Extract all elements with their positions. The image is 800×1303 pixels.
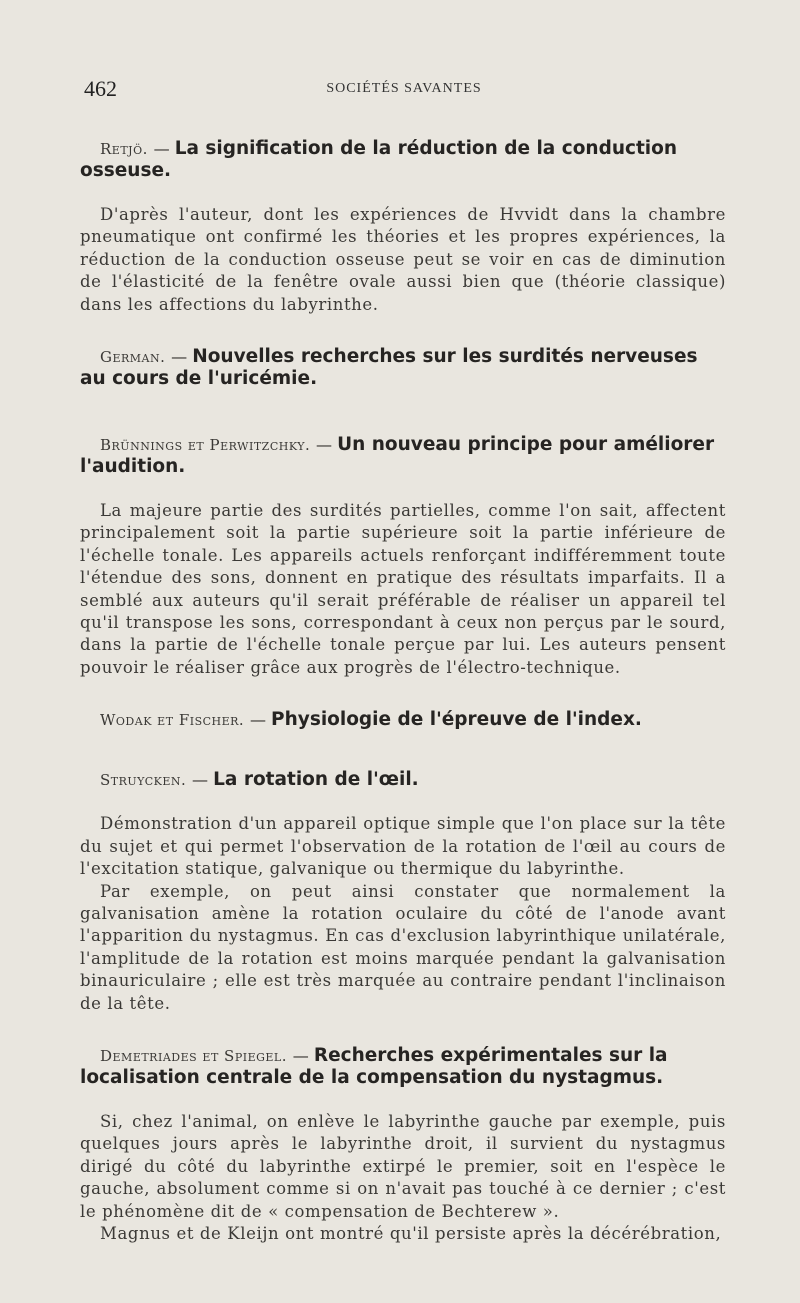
running-title: SOCIÉTÉS SAVANTES: [326, 81, 482, 96]
abstract-entry: [80, 138, 726, 316]
abstract-entry: [80, 709, 726, 731]
entry-authors: Retjö.: [100, 140, 148, 158]
abstract-entry: [80, 434, 726, 679]
entry-heading: German. — Nouvelles recherches sur les surdités nerveuses au cours de l'uricémie.: [80, 346, 698, 390]
entry-title: Recherches expérimentales sur la localisation centrale de la compensation du nystagmus.: [80, 1044, 668, 1088]
entry-title: Un nouveau principe pour améliorer l'audition.: [80, 434, 715, 478]
entry-paragraph: D'après l'auteur, dont les expériences de Hvvidt dans la chambre pneumatique ont confirmé les théories et les propres expériences, la réduction de la conduction osseuse peut se voir en cas de diminution de l'élasticité de la fenêtre ovale aussi bien que (théorie classique) dans les affections du labyrinthe.: [80, 205, 726, 314]
entry-heading: Wodak et Fischer. — Physiologie de l'épreuve de l'index.: [100, 709, 642, 731]
entry-authors: German.: [100, 348, 166, 367]
entry-paragraph: Démonstration d'un appareil optique simple que l'on place sur la tête du sujet et qui permet l'observation de la rotation de l'œil au cours de l'excitation statique, galvanique ou thermique du labyrinthe.: [80, 814, 726, 879]
entry-authors: Brünnings et Perwitzchky.: [100, 436, 311, 455]
entry-authors: Struycken.: [100, 771, 187, 790]
entry-title: La rotation de l'œil.: [213, 769, 419, 791]
entry-paragraph: Magnus et de Kleijn ont montré qu'il persiste après la décérébration,: [100, 1223, 722, 1243]
abstract-entry: [80, 769, 726, 1015]
entry-title: Physiologie de l'épreuve de l'index.: [271, 709, 642, 731]
entry-heading: Demetriades et Spiegel. — Recherches expérimentales sur la localisation centrale de la compensation du nystagmus.: [80, 1044, 668, 1088]
entry-authors: Wodak et Fischer.: [100, 711, 245, 730]
entry-authors: Demetriades et Spiegel.: [100, 1046, 287, 1065]
entry-title: La signification de la réduction de la conduction osseuse.: [80, 138, 678, 181]
page-number: 462: [84, 76, 117, 101]
entry-paragraph: Par exemple, on peut ainsi constater que normalement la galvanisation amène la rotation oculaire du côté de l'anode avant l'apparition du nystagmus. En cas d'exclusion labyrinthique unilatérale, l'amplitude de la rotation est moins marquée pendant la galvanisation binauriculaire ; elle est très marquée au contraire pendant l'inclinaison de la tête.: [80, 881, 726, 1013]
entry-heading: Retjö. — La signification de la réduction de la conduction osseuse.: [80, 138, 678, 181]
entry-heading: Struycken. — La rotation de l'œil.: [100, 769, 419, 791]
abstract-entry: [80, 1045, 726, 1245]
article-body: [80, 138, 726, 1245]
entry-paragraph: Si, chez l'animal, on enlève le labyrinthe gauche par exemple, puis quelques jours après le labyrinthe droit, il survient du nystagmus dirigé du côté du labyrinthe extirpé le premier, soit en l'espèce le gauche, absolument comme si on n'avait pas touché à ce dernier ; c'est le phénomène dit de « compensation de Bechterew ».: [80, 1111, 726, 1221]
entry-paragraph: La majeure partie des surdités partielles, comme l'on sait, affectent principalement soit la partie supérieure soit la partie inférieure de l'échelle tonale. Les appareils actuels renforçant indifféremment toute l'étendue des sons, donnent en pratique des résultats imparfaits. Il a semblé aux auteurs qu'il serait préférable de réaliser un appareil tel qu'il transpose les sons, correspondant à ceux non perçus par le sourd, dans la partie de l'échelle tonale perçue par lui. Les auteurs pensent pouvoir le réaliser grâce aux progrès de l'électro-technique.: [80, 501, 726, 677]
entry-title: Nouvelles recherches sur les surdités nerveuses au cours de l'uricémie.: [80, 346, 698, 390]
abstract-entry: [80, 346, 726, 390]
page-header: [84, 76, 724, 104]
entry-heading: Brünnings et Perwitzchky. — Un nouveau principe pour améliorer l'audition.: [80, 434, 715, 478]
